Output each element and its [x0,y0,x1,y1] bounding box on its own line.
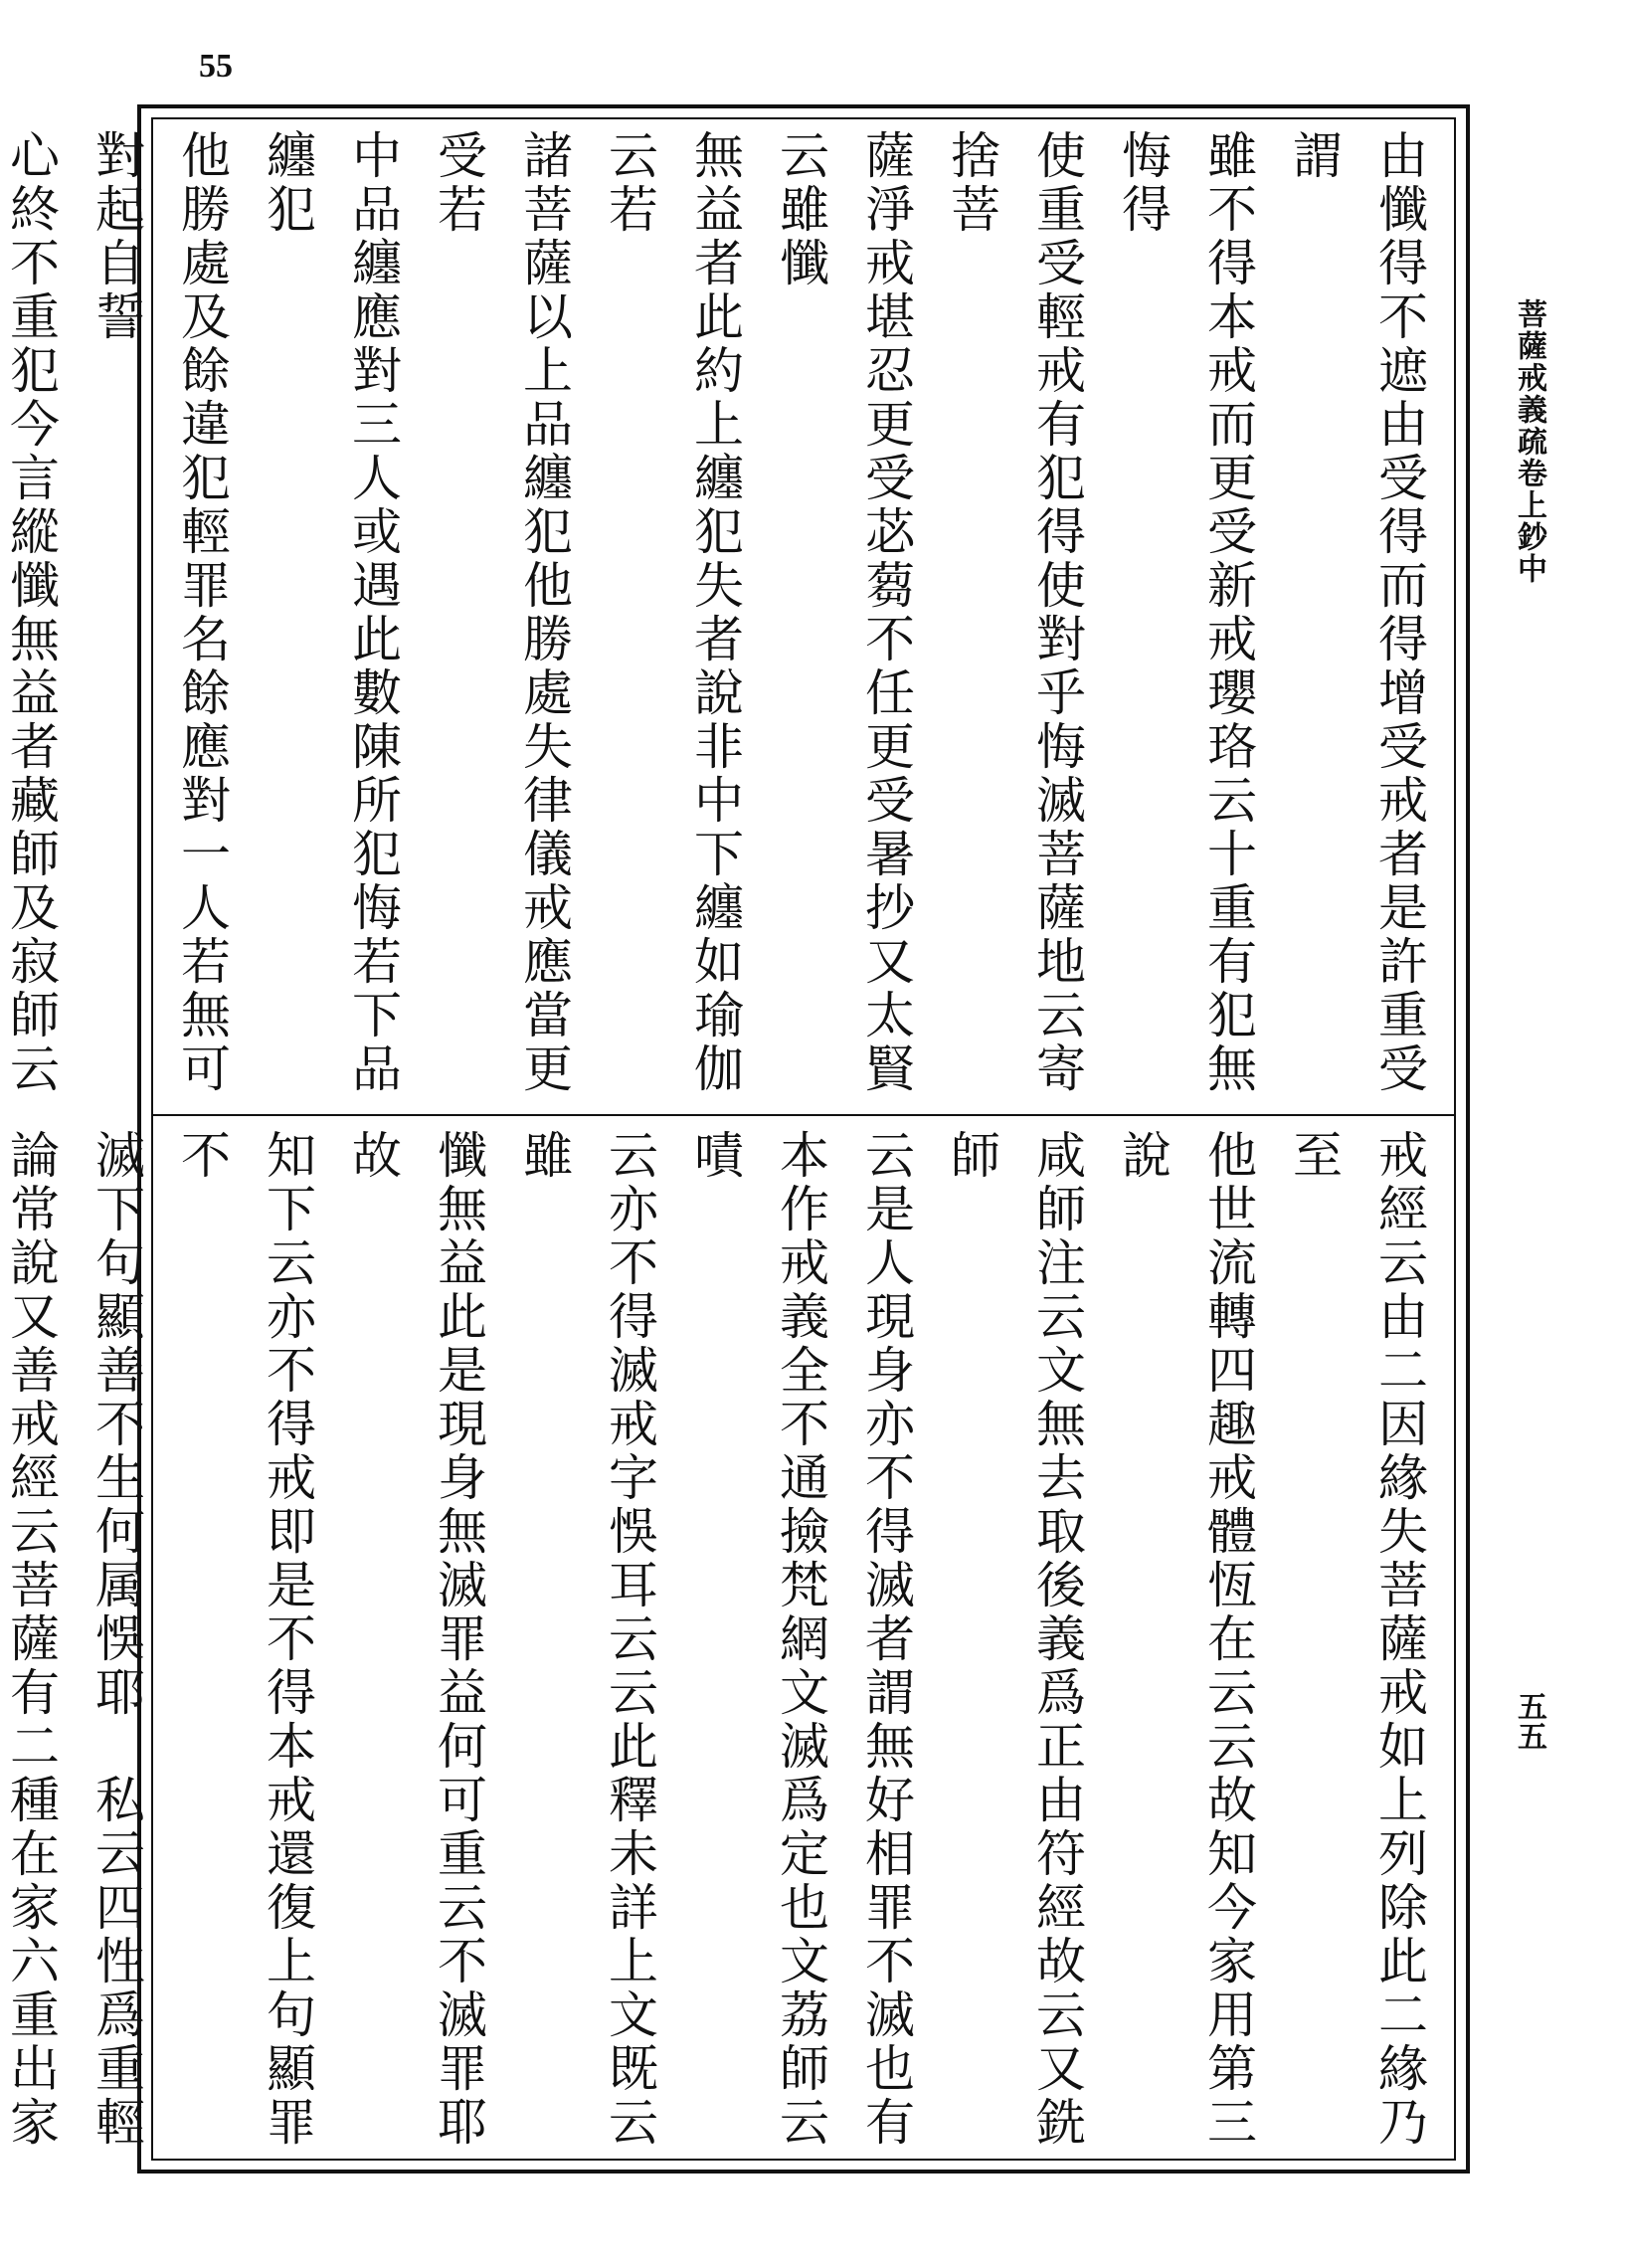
text-column: 咸師注云文無去取後義爲正由符經故云又銑師 [943,1129,1086,2150]
text-column: 薩淨戒堪忍更受苾蒭不任更受暑抄又太賢云雖懺 [772,129,915,1096]
lower-text-block [2,1129,1442,2154]
text-column: 心終不重犯今言縱懺無益者藏師及寂師云 [2,129,60,1096]
text-column: 論常說又善戒經云菩薩有二種在家六重出家 [2,1129,60,2150]
page-number-top: 55 [199,48,233,85]
text-column: 諸菩薩以上品纏犯他勝處失律儀戒應當更受若 [430,129,573,1096]
text-column: 云是人現身亦不得滅者謂無好相罪不滅也有 [857,1129,915,2150]
upper-text-block [2,129,1442,1099]
side-page-number: 五五 [1512,1691,1546,1751]
text-column: 他世流轉四趣戒體恆在云云故知今家用第三說 [1114,1129,1257,2150]
text-column: 戒經云由二因緣失菩薩戒如上列除此二緣乃至 [1285,1129,1428,2150]
text-column: 無益者此約上纏犯失者說非中下纏如瑜伽云若 [601,129,744,1096]
text-column: 本作戒義全不通撿梵網文滅爲定也文荔師云嘖 [686,1129,829,2150]
text-column: 知下云亦不得戒即是不得本戒還復上句顯罪不 [173,1129,316,2150]
text-column: 滅下句顯善不生何属悞耶 私云四性爲重輕 [88,1129,145,2150]
text-column: 中品纏應對三人或遇此數陳所犯悔若下品纏犯 [259,129,402,1096]
section-divider [151,1114,1456,1116]
text-column: 懺無益此是現身無滅罪益何可重云不滅罪耶故 [344,1129,487,2150]
text-column: 他勝處及餘違犯輕罪名餘應對一人若無可對起自誓 [88,129,231,1096]
side-book-title: 菩薩戒義疏卷上鈔中 [1512,298,1546,585]
text-column: 由懺得不遮由受得而得增受戒者是許重受謂 [1285,129,1428,1096]
text-column: 雖不得本戒而更受新戒瓔珞云十重有犯無悔得 [1114,129,1257,1096]
text-column: 使重受輕戒有犯得使對乎悔滅菩薩地云寄捨菩 [943,129,1086,1096]
text-column: 云亦不得滅戒字悞耳云云此釋未詳上文既云雖 [515,1129,658,2150]
